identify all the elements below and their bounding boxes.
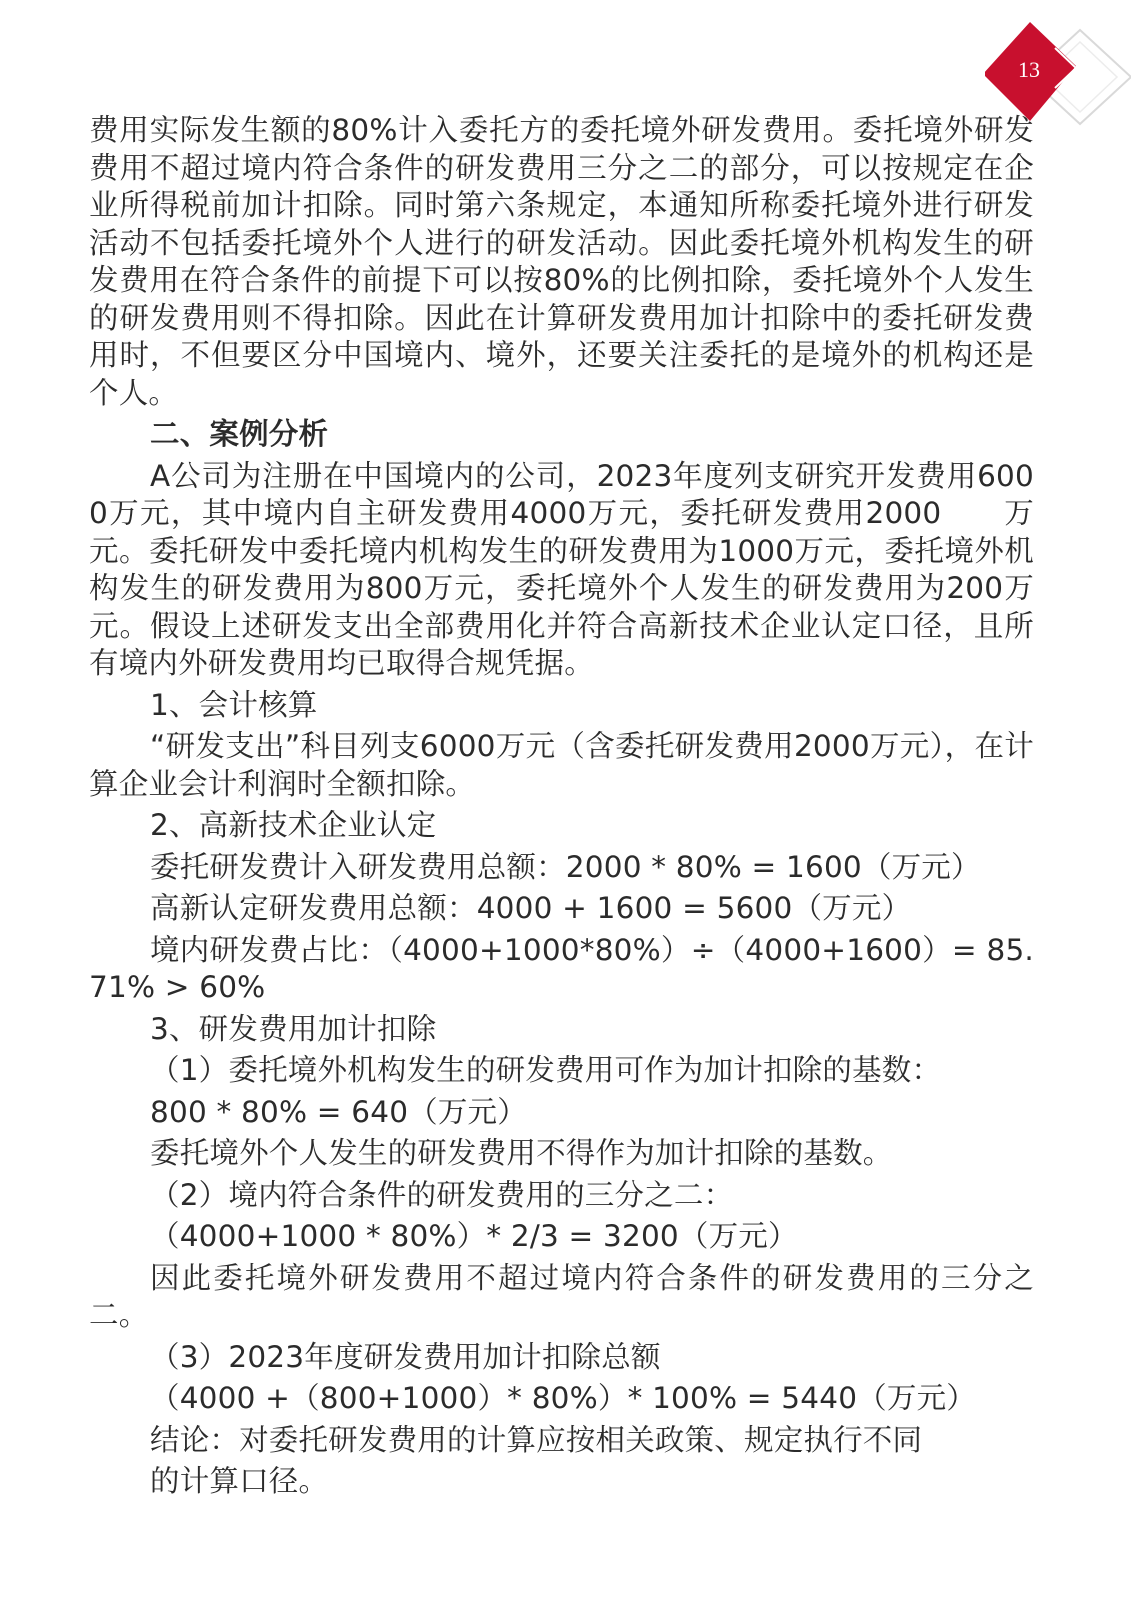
item-2-two-thirds: （2）境内符合条件的研发费用的三分之二：	[150, 1177, 734, 1212]
page-number: 13	[1018, 57, 1040, 82]
paragraph-case-description: A公司为注册在中国境内的公司，2023年度列支研究开发费用6000万元，其中境内自主研发费用4000万元，委托研发费用2000 万元。委托研发中委托境内机构发生的研发费用为1000万元，委托境外机构发生的研发费用为800万元，委托境外个人发生的研发费用为200万元。假设上述研发支出全部费用化并符合高新技术企业认定口径，且所有境内外研发费用均已取得合规凭据。	[89, 458, 1034, 680]
formula-two-thirds: （4000+1000 * 80%）* 2/3 = 3200（万元）	[150, 1219, 798, 1253]
formula-total-rd: 高新认定研发费用总额：4000 + 1600 = 5600（万元）	[150, 891, 912, 925]
formula-entrusted-rd: 委托研发费计入研发费用总额：2000 * 80% = 1600（万元）	[150, 849, 981, 884]
item-3-total-deduction: （3）2023年度研发费用加计扣除总额	[150, 1339, 661, 1374]
subheading-high-tech: 2、高新技术企业认定	[150, 808, 437, 842]
item-1-overseas-institution: （1）委托境外机构发生的研发费用可作为加计扣除的基数：	[150, 1053, 942, 1087]
paragraph-entrusted-overseas-rules: 费用实际发生额的80%计入委托方的委托境外研发费用。委托境外研发费用不超过境内符合条件的研发费用三分之二的部分，可以按规定在企业所得税前加计扣除。同时第六条规定，本通知所称委托境外进行研发活动不包括委托境外个人进行的研发活动。因此委托境外机构发生的研发费用在符合条件的前提下可以按80%的比例扣除，委托境外个人发生的研发费用则不得扣除。因此在计算研发费用加计扣除中的委托研发费用时，不但要区分中国境内、境外，还要关注委托的是境外的机构还是个人。	[89, 113, 1034, 410]
note-overseas-individual: 委托境外个人发生的研发费用不得作为加计扣除的基数。	[150, 1136, 893, 1170]
subheading-super-deduction: 3、研发费用加计扣除	[150, 1011, 437, 1046]
note-two-thirds-conclusion: 因此委托境外研发费用不超过境内符合条件的研发费用的三分之二。	[89, 1260, 1034, 1332]
formula-overseas-institution: 800 * 80% = 640（万元）	[150, 1094, 527, 1129]
document-body	[89, 112, 1034, 1505]
section-heading-case-analysis: 二、案例分析	[150, 417, 329, 451]
conclusion-line-2: 的计算口径。	[150, 1464, 329, 1498]
paragraph-accounting: “研发支出”科目列支6000万元（含委托研发费用2000万元），在计算企业会计利润时全额扣除。	[89, 729, 1034, 801]
formula-total-deduction: （4000 +（800+1000）* 80%）* 100% = 5440（万元）	[150, 1381, 976, 1415]
conclusion-line-1: 结论：对委托研发费用的计算应按相关政策、规定执行不同	[150, 1422, 923, 1457]
formula-domestic-ratio: 境内研发费占比：（4000+1000*80%）÷（4000+1600）= 85.71% > 60%	[89, 932, 1034, 1004]
subheading-accounting: 1、会计核算	[150, 687, 318, 722]
